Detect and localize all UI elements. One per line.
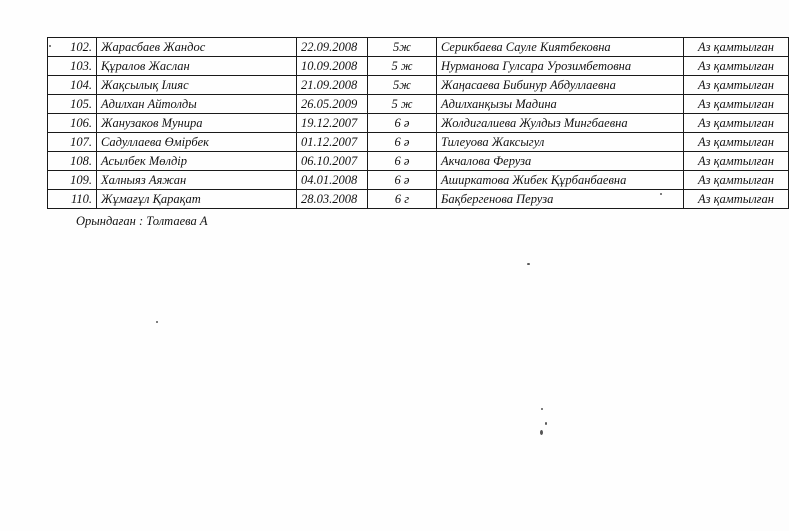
student-name: Құралов Жаслан — [101, 58, 190, 73]
table-row — [48, 114, 789, 133]
class-grade: 6 г — [394, 191, 410, 206]
status: Аз қамтылған — [698, 172, 774, 187]
student-name-cell — [97, 76, 297, 95]
student-name-cell — [97, 190, 297, 209]
class-teacher: Бақбергенова Перуза — [441, 191, 554, 206]
scan-speck — [541, 408, 543, 410]
table-row — [48, 38, 789, 57]
birth-date-cell — [297, 171, 368, 190]
class-teacher-cell — [437, 38, 684, 57]
class-grade-cell — [368, 190, 437, 209]
student-name-cell — [97, 114, 297, 133]
row-number: 105. — [70, 96, 92, 111]
class-teacher-cell — [437, 152, 684, 171]
row-number-cell — [48, 38, 97, 57]
table-row — [48, 95, 789, 114]
row-number: 107. — [70, 134, 92, 149]
birth-date: 06.10.2007 — [301, 153, 358, 168]
class-grade-cell — [368, 171, 437, 190]
class-grade: 6 ә — [394, 153, 410, 168]
status: Аз қамтылған — [698, 58, 774, 73]
status: Аз қамтылған — [698, 153, 774, 168]
table-row — [48, 152, 789, 171]
status-cell — [684, 95, 789, 114]
student-name-cell — [97, 171, 297, 190]
student-name: Жарасбаев Жандос — [101, 39, 206, 54]
class-teacher: Серикбаева Сауле Киятбековна — [441, 39, 611, 54]
student-name-cell — [97, 152, 297, 171]
student-roster-table — [47, 37, 789, 209]
birth-date-cell — [297, 95, 368, 114]
row-number: 104. — [70, 77, 92, 92]
class-grade-cell — [368, 114, 437, 133]
birth-date: 22.09.2008 — [301, 39, 358, 54]
birth-date: 01.12.2007 — [301, 134, 358, 149]
scan-speck — [545, 422, 547, 425]
class-teacher-cell — [437, 95, 684, 114]
student-name: Жақсылық Ілияс — [101, 77, 189, 92]
row-number-cell — [48, 133, 97, 152]
scan-speck — [540, 430, 543, 435]
status-cell — [684, 76, 789, 95]
scan-speck — [660, 193, 662, 195]
status-cell — [684, 133, 789, 152]
class-grade-cell — [368, 95, 437, 114]
status-cell — [684, 114, 789, 133]
student-name: Жұмағұл Қарақат — [101, 191, 201, 206]
status: Аз қамтылған — [698, 39, 774, 54]
prepared-by-footer: Орындаған : Толтаева А — [76, 214, 208, 228]
status-cell — [684, 152, 789, 171]
status: Аз қамтылған — [698, 77, 774, 92]
birth-date: 10.09.2008 — [301, 58, 358, 73]
row-number: 103. — [70, 58, 92, 73]
student-name: Халныяз Аяжан — [101, 172, 187, 187]
row-number-cell — [48, 114, 97, 133]
row-number-cell — [48, 76, 97, 95]
scan-speck — [49, 45, 51, 47]
class-grade: 5ж — [393, 77, 411, 92]
status: Аз қамтылған — [698, 115, 774, 130]
birth-date-cell — [297, 57, 368, 76]
class-teacher: Жолдигалиева Жулдыз Мингбаевна — [441, 115, 628, 130]
table-row — [48, 171, 789, 190]
roster-body — [48, 38, 789, 209]
class-teacher-cell — [437, 133, 684, 152]
student-name-cell — [97, 57, 297, 76]
class-teacher: Нурманова Гулсара Урозимбетовна — [441, 58, 632, 73]
row-number: 102. — [70, 39, 92, 54]
status: Аз қамтылған — [698, 191, 774, 206]
row-number: 110. — [71, 191, 92, 206]
class-grade-cell — [368, 152, 437, 171]
status-cell — [684, 38, 789, 57]
class-grade: 6 ә — [394, 115, 410, 130]
class-grade-cell — [368, 57, 437, 76]
table-row — [48, 133, 789, 152]
birth-date-cell — [297, 38, 368, 57]
class-teacher-cell — [437, 76, 684, 95]
class-teacher: Адилханқызы Мадина — [441, 96, 557, 111]
class-grade: 5ж — [393, 39, 411, 54]
row-number-cell — [48, 190, 97, 209]
class-teacher: Тилеуова Жаксыгул — [441, 134, 545, 149]
row-number-cell — [48, 95, 97, 114]
scan-speck — [156, 321, 158, 323]
row-number-cell — [48, 152, 97, 171]
class-teacher: Аширкатова Жибек Құрбанбаевна — [441, 172, 627, 187]
class-teacher-cell — [437, 171, 684, 190]
row-number: 108. — [70, 153, 92, 168]
row-number: 109. — [70, 172, 92, 187]
birth-date-cell — [297, 152, 368, 171]
status: Аз қамтылған — [698, 96, 774, 111]
birth-date-cell — [297, 114, 368, 133]
birth-date-cell — [297, 133, 368, 152]
class-teacher-cell — [437, 57, 684, 76]
row-number-cell — [48, 171, 97, 190]
birth-date: 21.09.2008 — [301, 77, 358, 92]
status: Аз қамтылған — [698, 134, 774, 149]
class-grade-cell — [368, 76, 437, 95]
class-grade-cell — [368, 133, 437, 152]
birth-date-cell — [297, 76, 368, 95]
class-teacher-cell — [437, 190, 684, 209]
table-row — [48, 57, 789, 76]
scan-speck — [527, 263, 530, 265]
student-name-cell — [97, 95, 297, 114]
table-row — [48, 76, 789, 95]
student-name: Жанузаков Мунира — [101, 115, 203, 130]
birth-date: 19.12.2007 — [301, 115, 358, 130]
student-name-cell — [97, 133, 297, 152]
student-name: Асылбек Мөлдір — [101, 153, 188, 168]
student-name: Адилхан Айтолды — [101, 96, 197, 111]
row-number-cell — [48, 57, 97, 76]
status-cell — [684, 171, 789, 190]
student-name: Садуллаева Өмірбек — [101, 134, 210, 149]
birth-date: 28.03.2008 — [301, 191, 358, 206]
class-grade: 5 ж — [391, 58, 413, 73]
class-teacher-cell — [437, 114, 684, 133]
status-cell — [684, 190, 789, 209]
student-name-cell — [97, 38, 297, 57]
class-grade: 6 ә — [394, 172, 410, 187]
table-row — [48, 190, 789, 209]
birth-date: 04.01.2008 — [301, 172, 358, 187]
class-grade: 5 ж — [391, 96, 413, 111]
row-number: 106. — [70, 115, 92, 130]
class-grade-cell — [368, 38, 437, 57]
class-grade: 6 ә — [394, 134, 410, 149]
class-teacher: Жаңасаева Бибинур Абдуллаевна — [441, 77, 616, 92]
status-cell — [684, 57, 789, 76]
class-teacher: Акчалова Феруза — [441, 153, 532, 168]
birth-date: 26.05.2009 — [301, 96, 358, 111]
birth-date-cell — [297, 190, 368, 209]
